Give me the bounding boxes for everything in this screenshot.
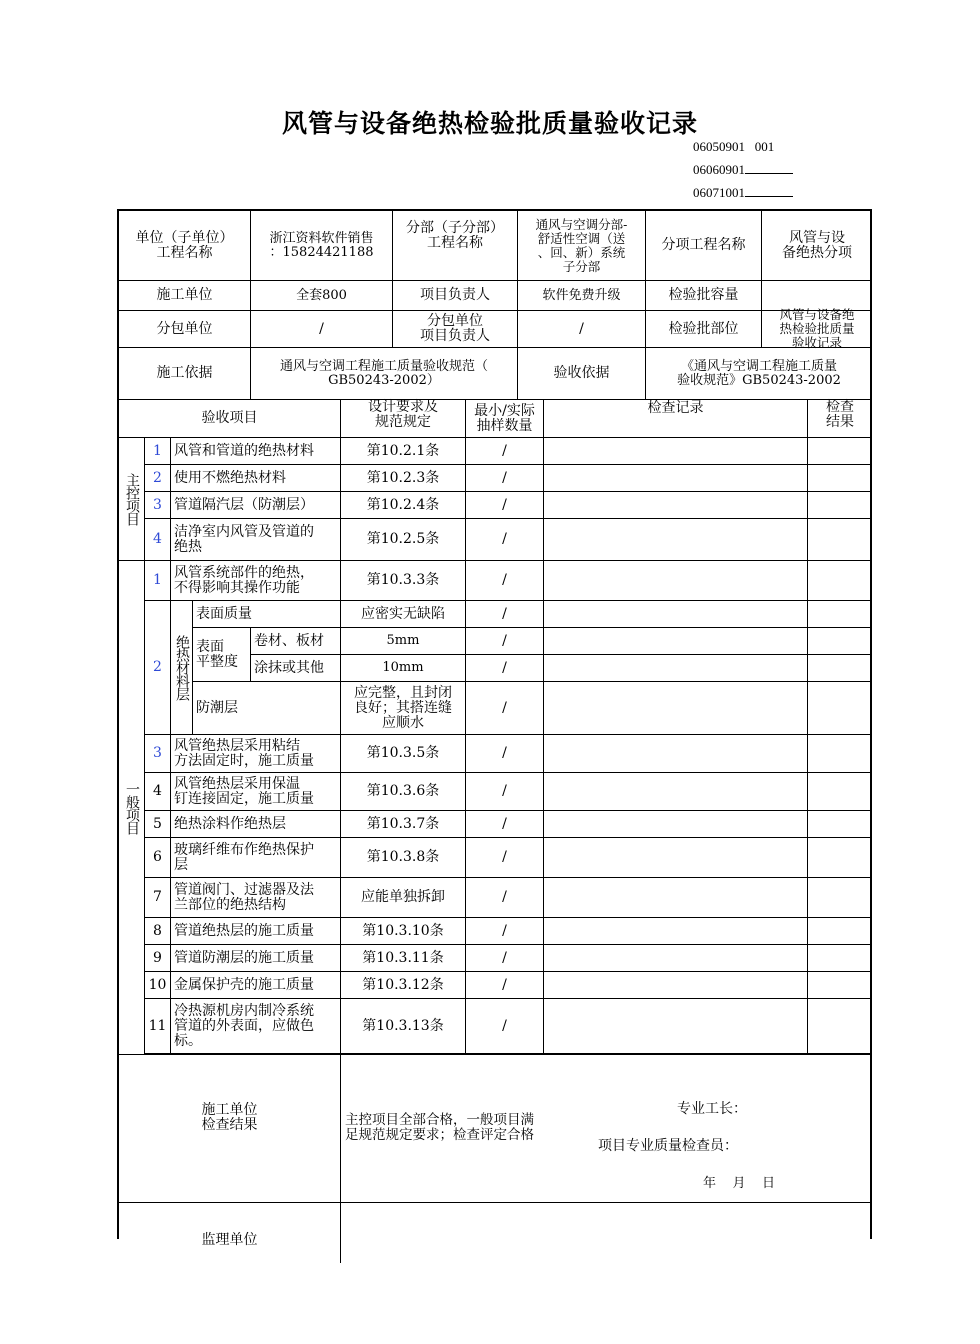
flatness-label: 表面 平整度	[193, 628, 251, 682]
general-row-5-item: 绝热涂料作绝热层	[171, 811, 341, 838]
form-code-suffix: 001	[754, 139, 775, 154]
roll-board-sample[interactable]: /	[466, 628, 544, 655]
item-label: 分项工程名称	[646, 211, 762, 281]
general-row-4-no: 4	[145, 773, 171, 811]
general-row-10-item: 金属保护壳的施工质量	[171, 972, 341, 999]
general-row-7-sample[interactable]: /	[466, 878, 544, 918]
main-row-4-no: 4	[145, 519, 171, 561]
general-row-3-record[interactable]	[544, 735, 808, 773]
main-row-4-spec: 第10.2.5条	[341, 519, 466, 561]
general-row-8-sample[interactable]: /	[466, 918, 544, 945]
accept-basis-label: 验收依据	[518, 348, 646, 400]
form-code-3-number: 06071001	[693, 185, 745, 200]
general-row-8-result[interactable]	[808, 918, 872, 945]
insulation-layer-label: 绝热材料层	[171, 601, 193, 735]
moisture-layer-sample[interactable]: /	[466, 682, 544, 735]
main-row-3-result[interactable]	[808, 492, 872, 519]
general-row-6-record[interactable]	[544, 838, 808, 878]
col-sample-header: 最小/实际 抽样数量	[466, 400, 544, 438]
main-control-label: 主控项目	[119, 438, 145, 561]
constr-check-area[interactable]	[341, 1055, 872, 1203]
general-row-8-spec: 第10.3.10条	[341, 918, 466, 945]
main-row-3-sample[interactable]: /	[466, 492, 544, 519]
general-row-10-result[interactable]	[808, 972, 872, 999]
general-row-4-item: 风管绝热层采用保温 钉连接固定，施工质量	[171, 773, 341, 811]
constr-unit-value[interactable]: 全套800	[251, 281, 393, 311]
main-row-1-no: 1	[145, 438, 171, 465]
insulation-group-no: 2	[145, 601, 171, 735]
general-row-9-sample[interactable]: /	[466, 945, 544, 972]
general-row-4-spec: 第10.3.6条	[341, 773, 466, 811]
form-code-2	[693, 162, 793, 178]
general-row-3-result[interactable]	[808, 735, 872, 773]
main-row-2-item: 使用不燃绝热材料	[171, 465, 341, 492]
general-row-11-record[interactable]	[544, 999, 808, 1055]
general-row-8-no: 8	[145, 918, 171, 945]
constr-unit-label: 施工单位	[119, 281, 251, 311]
form-code-2-number: 06060901	[693, 162, 745, 177]
basis-label: 施工依据	[119, 348, 251, 400]
surface-quality-record[interactable]	[544, 601, 808, 628]
roll-board-label: 卷材、板材	[251, 628, 341, 655]
sub-pm-value[interactable]: /	[518, 311, 646, 348]
form-code-3	[693, 185, 793, 201]
paint-result[interactable]	[808, 655, 872, 682]
subcontract-value[interactable]: /	[251, 311, 393, 348]
general-row-5-no: 5	[145, 811, 171, 838]
general-row-8-item: 管道绝热层的施工质量	[171, 918, 341, 945]
general-row-10-sample[interactable]: /	[466, 972, 544, 999]
sub-pm-label: 分包单位 项目负责人	[393, 311, 518, 348]
item-value[interactable]: 风管与设 备绝热分项	[762, 211, 872, 281]
form-code-3-blank[interactable]	[745, 185, 793, 197]
col-spec-header: 设计要求及 规范规定	[341, 400, 466, 438]
paint-spec: 10mm	[341, 655, 466, 682]
general-row-10-no: 10	[145, 972, 171, 999]
general-row-8-record[interactable]	[544, 918, 808, 945]
form-code-1-number: 06050901	[693, 139, 745, 154]
general-row-6-sample[interactable]: /	[466, 838, 544, 878]
accept-basis-value[interactable]: 《通风与空调工程施工质量 验收规范》GB50243-2002	[646, 348, 872, 400]
roll-board-spec: 5mm	[341, 628, 466, 655]
project-manager-label: 项目负责人	[393, 281, 518, 311]
general-row-1-result[interactable]	[808, 561, 872, 601]
surface-quality-label: 表面质量	[193, 601, 341, 628]
part-value[interactable]: 风管与设备绝 热检验批质量 验收记录	[762, 311, 872, 348]
general-row-5-spec: 第10.3.7条	[341, 811, 466, 838]
surface-quality-result[interactable]	[808, 601, 872, 628]
general-row-9-result[interactable]	[808, 945, 872, 972]
main-row-1-spec: 第10.2.1条	[341, 438, 466, 465]
constr-check-label: 施工单位 检查结果	[119, 1055, 341, 1203]
inspection-form	[117, 209, 872, 1248]
main-row-3-item: 管道隔汽层（防潮层）	[171, 492, 341, 519]
general-row-1-item: 风管系统部件的绝热， 不得影响其操作功能	[171, 561, 341, 601]
main-row-4-sample[interactable]: /	[466, 519, 544, 561]
col-result-header: 检查 结果	[808, 400, 872, 438]
paint-label: 涂抹或其他	[251, 655, 341, 682]
general-row-5-record[interactable]	[544, 811, 808, 838]
moisture-layer-result[interactable]	[808, 682, 872, 735]
supervision-label: 监理单位	[119, 1203, 341, 1263]
general-row-11-no: 11	[145, 999, 171, 1055]
subcontract-label: 分包单位	[119, 311, 251, 348]
general-row-11-sample[interactable]: /	[466, 999, 544, 1055]
general-row-5-sample[interactable]: /	[466, 811, 544, 838]
main-row-2-sample[interactable]: /	[466, 465, 544, 492]
supervision-area[interactable]	[341, 1203, 872, 1263]
general-row-6-no: 6	[145, 838, 171, 878]
general-row-11-result[interactable]	[808, 999, 872, 1055]
constr-check-text: 主控项目全部合格，一般项目满 足规范规定要求；检查评定合格	[345, 1112, 534, 1143]
general-row-3-sample[interactable]: /	[466, 735, 544, 773]
col-item-header: 验收项目	[119, 400, 341, 438]
main-row-4-result[interactable]	[808, 519, 872, 561]
general-row-1-no: 1	[145, 561, 171, 601]
general-items-label: 一般项目	[119, 561, 145, 1055]
unit-value[interactable]: 浙江资料软件销售 ：15824421188	[251, 211, 393, 281]
main-row-2-record[interactable]	[544, 465, 808, 492]
general-row-6-spec: 第10.3.8条	[341, 838, 466, 878]
quality-inspector-label: 项目专业质量检查员：	[598, 1138, 738, 1154]
surface-quality-spec: 应密实无缺陷	[341, 601, 466, 628]
project-manager-value[interactable]: 软件免费升级	[518, 281, 646, 311]
capacity-label: 检验批容量	[646, 281, 762, 311]
general-row-7-result[interactable]	[808, 878, 872, 918]
main-row-1-sample[interactable]: /	[466, 438, 544, 465]
general-row-5-result[interactable]	[808, 811, 872, 838]
roll-board-record[interactable]	[544, 628, 808, 655]
general-row-10-record[interactable]	[544, 972, 808, 999]
general-row-6-item: 玻璃纤维布作绝热保护 层	[171, 838, 341, 878]
check-date: 年 月 日	[703, 1176, 776, 1191]
general-row-7-item: 管道阀门、过滤器及法 兰部位的绝热结构	[171, 878, 341, 918]
moisture-layer-record[interactable]	[544, 682, 808, 735]
general-row-9-spec: 第10.3.11条	[341, 945, 466, 972]
general-row-10-spec: 第10.3.12条	[341, 972, 466, 999]
main-row-3-spec: 第10.2.4条	[341, 492, 466, 519]
general-row-1-record[interactable]	[544, 561, 808, 601]
main-row-2-spec: 第10.2.3条	[341, 465, 466, 492]
page-title: 风管与设备绝热检验批质量验收记录	[281, 109, 698, 138]
main-row-1-item: 风管和管道的绝热材料	[171, 438, 341, 465]
general-row-7-record[interactable]	[544, 878, 808, 918]
general-row-1-sample[interactable]: /	[466, 561, 544, 601]
general-row-9-no: 9	[145, 945, 171, 972]
col-record-header: 检查记录	[544, 400, 808, 438]
general-row-11-item: 冷热源机房内制冷系统 管道的外表面，应做色 标。	[171, 999, 341, 1055]
moisture-layer-label: 防潮层	[193, 682, 341, 735]
main-row-2-result[interactable]	[808, 465, 872, 492]
form-code-2-blank[interactable]	[745, 162, 793, 174]
main-row-4-record[interactable]	[544, 519, 808, 561]
main-row-2-no: 2	[145, 465, 171, 492]
main-row-1-result[interactable]	[808, 438, 872, 465]
roll-board-result[interactable]	[808, 628, 872, 655]
paint-record[interactable]	[544, 655, 808, 682]
basis-value[interactable]: 通风与空调工程施工质量验收规范（ GB50243-2002）	[251, 348, 518, 400]
general-row-4-sample[interactable]: /	[466, 773, 544, 811]
general-row-7-spec: 应能单独拆卸	[341, 878, 466, 918]
general-row-9-item: 管道防潮层的施工质量	[171, 945, 341, 972]
sub-project-value[interactable]: 通风与空调分部- 舒适性空调（送 、回、新）系统 子分部	[518, 211, 646, 281]
surface-quality-sample[interactable]: /	[466, 601, 544, 628]
paint-sample[interactable]: /	[466, 655, 544, 682]
general-row-3-spec: 第10.3.5条	[341, 735, 466, 773]
foreman-label: 专业工长：	[677, 1101, 747, 1117]
general-row-3-item: 风管绝热层采用粘结 方法固定时，施工质量	[171, 735, 341, 773]
moisture-layer-spec: 应完整，且封闭 良好；其搭连缝 应顺水	[341, 682, 466, 735]
general-row-1-spec: 第10.3.3条	[341, 561, 466, 601]
form-code-1	[693, 139, 774, 155]
unit-label: 单位（子单位） 工程名称	[119, 211, 251, 281]
general-row-6-result[interactable]	[808, 838, 872, 878]
sub-project-label: 分部（子分部） 工程名称	[393, 211, 518, 281]
main-row-3-record[interactable]	[544, 492, 808, 519]
general-row-4-result[interactable]	[808, 773, 872, 811]
general-row-3-no: 3	[145, 735, 171, 773]
general-row-7-no: 7	[145, 878, 171, 918]
main-row-1-record[interactable]	[544, 438, 808, 465]
general-row-9-record[interactable]	[544, 945, 808, 972]
part-label: 检验批部位	[646, 311, 762, 348]
general-row-4-record[interactable]	[544, 773, 808, 811]
main-row-4-item: 洁净室内风管及管道的 绝热	[171, 519, 341, 561]
main-row-3-no: 3	[145, 492, 171, 519]
general-row-11-spec: 第10.3.13条	[341, 999, 466, 1055]
